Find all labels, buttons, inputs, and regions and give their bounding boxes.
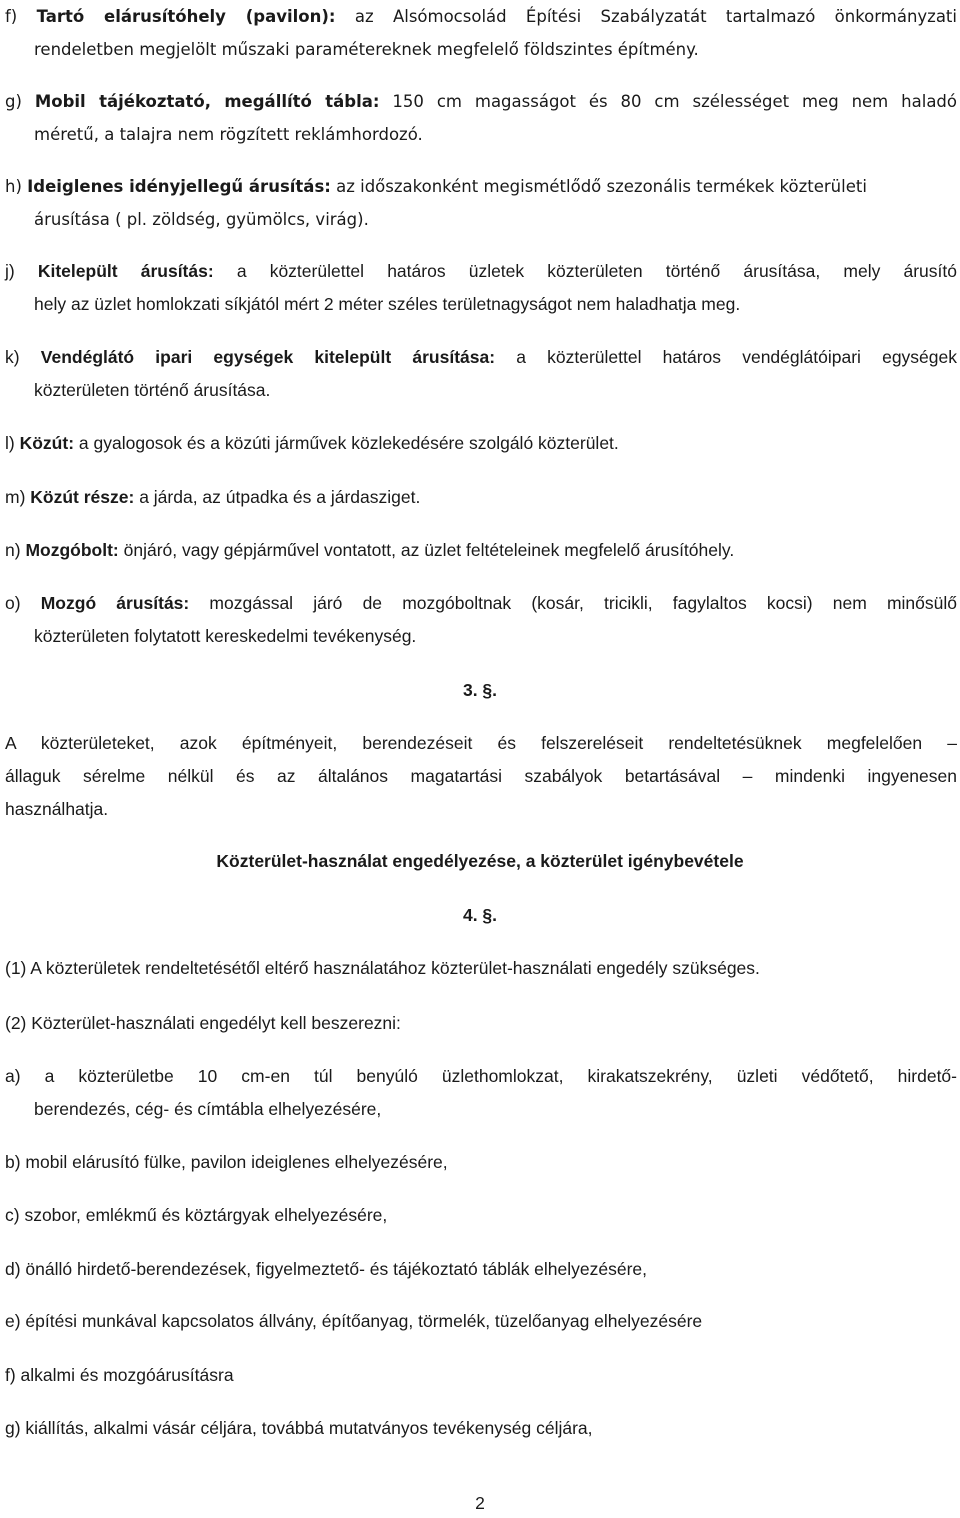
section-4-paragraph-1: (1) A közterületek rendeltetésétől eltérő használatához közterület-használati engedély szükséges. [5,958,760,978]
definition-text: a közterülettel határos vendéglátóipari egységek [516,347,957,367]
definition-k [5,341,957,407]
definition-text: önjáró, vagy gépjárművel vontatott, az üzlet feltételeinek megfelelő árusítóhely. [123,540,735,560]
definition-term: Kitelepült árusítás: [37,261,214,281]
definition-term: Vendéglátó ipari egységek kitelepült árusítása: [40,347,496,367]
section-3-line3: használhatja. [5,799,109,819]
definition-text: mozgással járó de mozgóboltnak (kosár, tricikli, fagylaltos kocsi) nem minősülő [209,593,957,613]
item-label: m) [5,487,26,507]
definition-term: Közút része: [30,487,135,507]
definition-n [5,534,957,567]
list-item-c: c) szobor, emlékmű és köztárgyak elhelyezésére, [5,1205,388,1225]
section-4-paragraph-2: (2) Közterület-használati engedélyt kell beszerezni: [5,1013,401,1033]
definition-term: Közút: [19,433,75,453]
section-3-paragraph [5,727,957,826]
definition-g-line1 [5,85,957,118]
definition-term: Ideiglenes idényjellegű árusítás: [27,177,331,196]
definition-h-line1 [5,170,957,203]
list-item-a [5,1060,957,1126]
definition-f [5,0,957,66]
section-3-line2: állaguk sérelme nélkül és az általános magatartási szabályok betartásával – mindenki ingyenesen [5,766,957,786]
definition-text-cont: árusítása ( pl. zöldség, gyümölcs, virág). [34,210,369,229]
item-label: l) [5,433,15,453]
list-item-a-line1: a) a közterületbe 10 cm-en túl benyúló üzlethomlokzat, kirakatszekrény, üzleti védőtető, hirdető- [5,1066,957,1086]
definition-term: Mobil tájékoztató, megállító tábla: [34,92,380,111]
item-label: f) [5,7,18,26]
definition-term: Mozgó árusítás: [40,593,190,613]
definition-text-cont: közterületen történő árusítása. [34,380,271,400]
definition-text-cont: rendeletben megjelölt műszaki paramétereknek megfelelő földszintes építmény. [34,40,699,59]
definition-f-line1 [5,0,957,33]
section-4-heading: 4. §. [462,905,498,925]
definition-text-cont: hely az üzlet homlokzati síkjától mért 2 méter széles területnagyságot nem haladhatja meg. [34,294,741,314]
definition-text-cont: közterületen folytatott kereskedelmi tevékenység. [34,626,417,646]
item-label: o) [5,593,21,613]
list-item-g: g) kiállítás, alkalmi vásár céljára, továbbá mutatványos tevékenység céljára, [5,1418,593,1438]
definition-k-line1 [5,341,957,374]
item-label: j) [5,261,15,281]
list-item-b: b) mobil elárusító fülke, pavilon ideiglenes elhelyezésére, [5,1152,448,1172]
list-item-f: f) alkalmi és mozgóárusításra [5,1365,234,1385]
definition-text: az időszakonként megismétlődő szezonális termékek közterületi [336,177,867,196]
item-label: g) [5,92,22,111]
definition-term: Tartó elárusítóhely (pavilon): [36,7,336,26]
section-3-heading: 3. §. [462,680,498,700]
definition-j-line1 [5,255,957,288]
definition-l [5,427,957,460]
item-label: h) [5,177,22,196]
definition-h [5,170,957,236]
item-label: k) [5,347,20,367]
definition-j [5,255,957,321]
definition-text-cont: méretű, a talajra nem rögzített reklámhordozó. [34,125,423,144]
list-item-a-line2: berendezés, cég- és címtábla elhelyezésére, [34,1099,382,1119]
list-item-d: d) önálló hirdető-berendezések, figyelmeztető- és tájékoztató táblák elhelyezésére, [5,1259,648,1279]
definition-text: a gyalogosok és a közúti járművek közlekedésére szolgáló közterület. [78,433,619,453]
definition-text: 150 cm magasságot és 80 cm szélességet meg nem haladó [392,92,957,111]
definition-o-line1 [5,587,957,620]
page-number: 2 [475,1493,485,1513]
definition-text: a közterülettel határos üzletek közterületen történő árusítása, mely árusító [236,261,957,281]
chapter-title: Közterület-használat engedélyezése, a közterület igénybevétele [216,851,744,871]
item-label: n) [5,540,21,560]
section-3-line1: A közterületeket, azok építményeit, berendezéseit és felszereléseit rendeltetésüknek megfelelően – [5,733,957,753]
list-item-e: e) építési munkával kapcsolatos állvány, építőanyag, törmelék, tüzelőanyag elhelyezésére [5,1311,703,1331]
definition-m [5,481,957,514]
definition-text: az Alsómocsolád Építési Szabályzatát tartalmazó önkormányzati [354,7,957,26]
definition-g [5,85,957,151]
definition-term: Mozgóbolt: [25,540,119,560]
definition-text: a járda, az útpadka és a járdasziget. [139,487,421,507]
definition-o [5,587,957,653]
